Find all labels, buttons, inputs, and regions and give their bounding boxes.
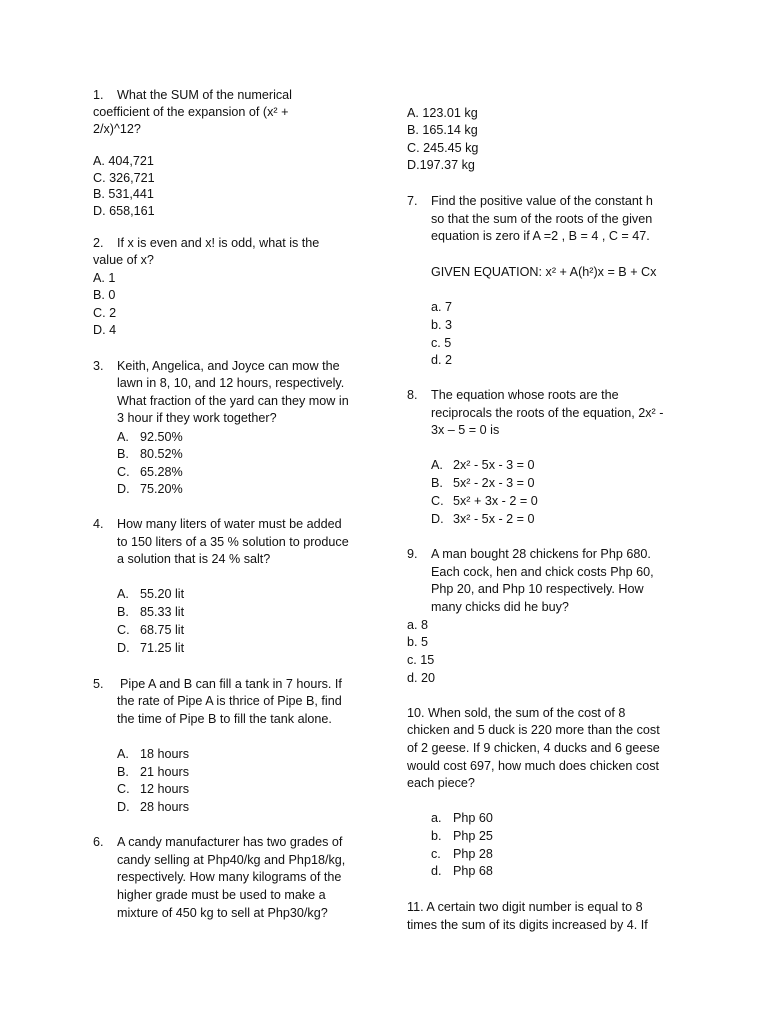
question-text-line: The equation whose roots are the (431, 388, 619, 402)
choice-text: Php 60 (453, 811, 493, 825)
answer-choice: A. 404,721 (93, 154, 154, 168)
choice-letter: A. (117, 747, 129, 761)
question-text-line: the time of Pipe B to fill the tank alone. (117, 712, 332, 726)
question-text-line: Keith, Angelica, and Joyce can mow the (117, 359, 340, 373)
question-text-line: 11. A certain two digit number is equal to 8 (407, 900, 643, 914)
answer-choice: A. 123.01 kg (407, 106, 478, 120)
question-text-line: each piece? (407, 776, 475, 790)
question-text-line: lawn in 8, 10, and 12 hours, respectively. (117, 376, 345, 390)
choice-letter: B. (117, 447, 129, 461)
choice-text: 55.20 lit (140, 587, 185, 601)
question-text-line: candy selling at Php40/kg and Php18/kg, (117, 853, 346, 867)
question-text-line: many chicks did he buy? (431, 600, 569, 614)
choice-text: 75.20% (140, 482, 183, 496)
question-text-line: of 2 geese. If 9 chicken, 4 ducks and 6 geese (407, 741, 660, 755)
choice-letter: A. (117, 430, 129, 444)
question-text-line: 10. When sold, the sum of the cost of 8 (407, 706, 626, 720)
question-text-line: What fraction of the yard can they mow in (117, 394, 349, 408)
choice-text: Php 28 (453, 847, 493, 861)
answer-choice: a. 7 (431, 300, 453, 314)
choice-letter: D. (431, 512, 444, 526)
question-number: 8. (407, 388, 418, 402)
question-text-line: If x is even and x! is odd, what is the (117, 236, 320, 250)
choice-letter: b. (431, 829, 442, 843)
question-text-line: to 150 liters of a 35 % solution to produce (117, 535, 349, 549)
answer-choice: D. 658,161 (93, 204, 155, 218)
answer-choice: b. 3 (431, 318, 453, 332)
choice-letter: D. (117, 641, 130, 655)
choice-text: Php 25 (453, 829, 493, 843)
question-number: 3. (93, 359, 104, 373)
choice-text: 2x² - 5x - 3 = 0 (453, 458, 535, 472)
question-text-line: Each cock, hen and chick costs Php 60, (431, 565, 654, 579)
choice-letter: C. (431, 494, 444, 508)
answer-choice: b. 5 (407, 635, 429, 649)
question-text-line: would cost 697, how much does chicken cost (407, 759, 660, 773)
choice-text: 92.50% (140, 430, 183, 444)
choice-text: 12 hours (140, 782, 190, 796)
question-number: 6. (93, 835, 104, 849)
question-text-line: 3 hour if they work together? (117, 411, 277, 425)
choice-letter: A. (431, 458, 443, 472)
choice-text: 68.75 lit (140, 623, 185, 637)
choice-letter: d. (431, 864, 442, 878)
choice-text: 80.52% (140, 447, 183, 461)
question-number: 5. (93, 677, 104, 691)
choice-text: 5x² - 2x - 3 = 0 (453, 476, 535, 490)
question-number: 1. (93, 88, 104, 102)
question-text-line: reciprocals the roots of the equation, 2x² - (431, 406, 664, 420)
choice-text: 21 hours (140, 765, 190, 779)
choice-text: Php 68 (453, 864, 493, 878)
choice-text: 28 hours (140, 800, 190, 814)
question-text-line: How many liters of water must be added (117, 517, 342, 531)
choice-letter: D. (117, 800, 130, 814)
answer-choice: c. 5 (431, 336, 452, 350)
question-text-line: 2/x)^12? (93, 122, 141, 136)
question-number: 4. (93, 517, 104, 531)
choice-text: 18 hours (140, 747, 190, 761)
question-text-line: Find the positive value of the constant h (431, 194, 653, 208)
answer-choice: C. 2 (93, 306, 117, 320)
choice-letter: C. (117, 465, 130, 479)
answer-choice: C. 245.45 kg (407, 141, 479, 155)
question-text-line: equation is zero if A =2 , B = 4 , C = 47. (431, 229, 650, 243)
question-text-line: times the sum of its digits increased by 4. If (407, 918, 648, 932)
choice-text: 65.28% (140, 465, 183, 479)
question-text-line: A man bought 28 chickens for Php 680. (431, 547, 651, 561)
choice-text: 5x² + 3x - 2 = 0 (453, 494, 538, 508)
question-text-line: chicken and 5 duck is 220 more than the cost (407, 723, 660, 737)
choice-text: 3x² - 5x - 2 = 0 (453, 512, 535, 526)
question-number: 2. (93, 236, 104, 250)
choice-letter: B. (117, 765, 129, 779)
question-text-line: A candy manufacturer has two grades of (117, 835, 343, 849)
choice-letter: C. (117, 623, 130, 637)
choice-letter: D. (117, 482, 130, 496)
answer-choice: B. 0 (93, 288, 116, 302)
question-text-line: coefficient of the expansion of (x² + (93, 105, 289, 119)
choice-letter: A. (117, 587, 129, 601)
choice-text: 85.33 lit (140, 605, 185, 619)
question-text-line: so that the sum of the roots of the given (431, 212, 653, 226)
choice-letter: B. (117, 605, 129, 619)
answer-choice: D. 4 (93, 323, 117, 337)
answer-choice: D.197.37 kg (407, 158, 475, 172)
answer-choice: B. 165.14 kg (407, 123, 478, 137)
choice-letter: B. (431, 476, 443, 490)
answer-choice: a. 8 (407, 618, 429, 632)
question-text-line: Pipe A and B can fill a tank in 7 hours. If (120, 677, 342, 691)
choice-letter: c. (431, 847, 441, 861)
answer-choice: c. 15 (407, 653, 435, 667)
question-text-line: 3x – 5 = 0 is (431, 423, 500, 437)
question-text-line: the rate of Pipe A is thrice of Pipe B, find (117, 694, 342, 708)
question-text-line: mixture of 450 kg to sell at Php30/kg? (117, 906, 328, 920)
given-equation: GIVEN EQUATION: x² + A(h²)x = B + Cx (431, 265, 657, 279)
question-text-line: higher grade must be used to make a (117, 888, 326, 902)
answer-choice: C. 326,721 (93, 171, 155, 185)
choice-text: 71.25 lit (140, 641, 185, 655)
choice-letter: a. (431, 811, 442, 825)
choice-letter: C. (117, 782, 130, 796)
question-text-line: value of x? (93, 253, 154, 267)
question-text-line: a solution that is 24 % salt? (117, 552, 271, 566)
question-number: 9. (407, 547, 418, 561)
question-text-line: respectively. How many kilograms of the (117, 870, 342, 884)
question-number: 7. (407, 194, 418, 208)
answer-choice: d. 20 (407, 671, 436, 685)
question-text-line: Php 20, and Php 10 respectively. How (431, 582, 644, 596)
answer-choice: d. 2 (431, 353, 453, 367)
answer-choice: B. 531,441 (93, 187, 154, 201)
answer-choice: A. 1 (93, 271, 116, 285)
question-text-line: What the SUM of the numerical (117, 88, 292, 102)
